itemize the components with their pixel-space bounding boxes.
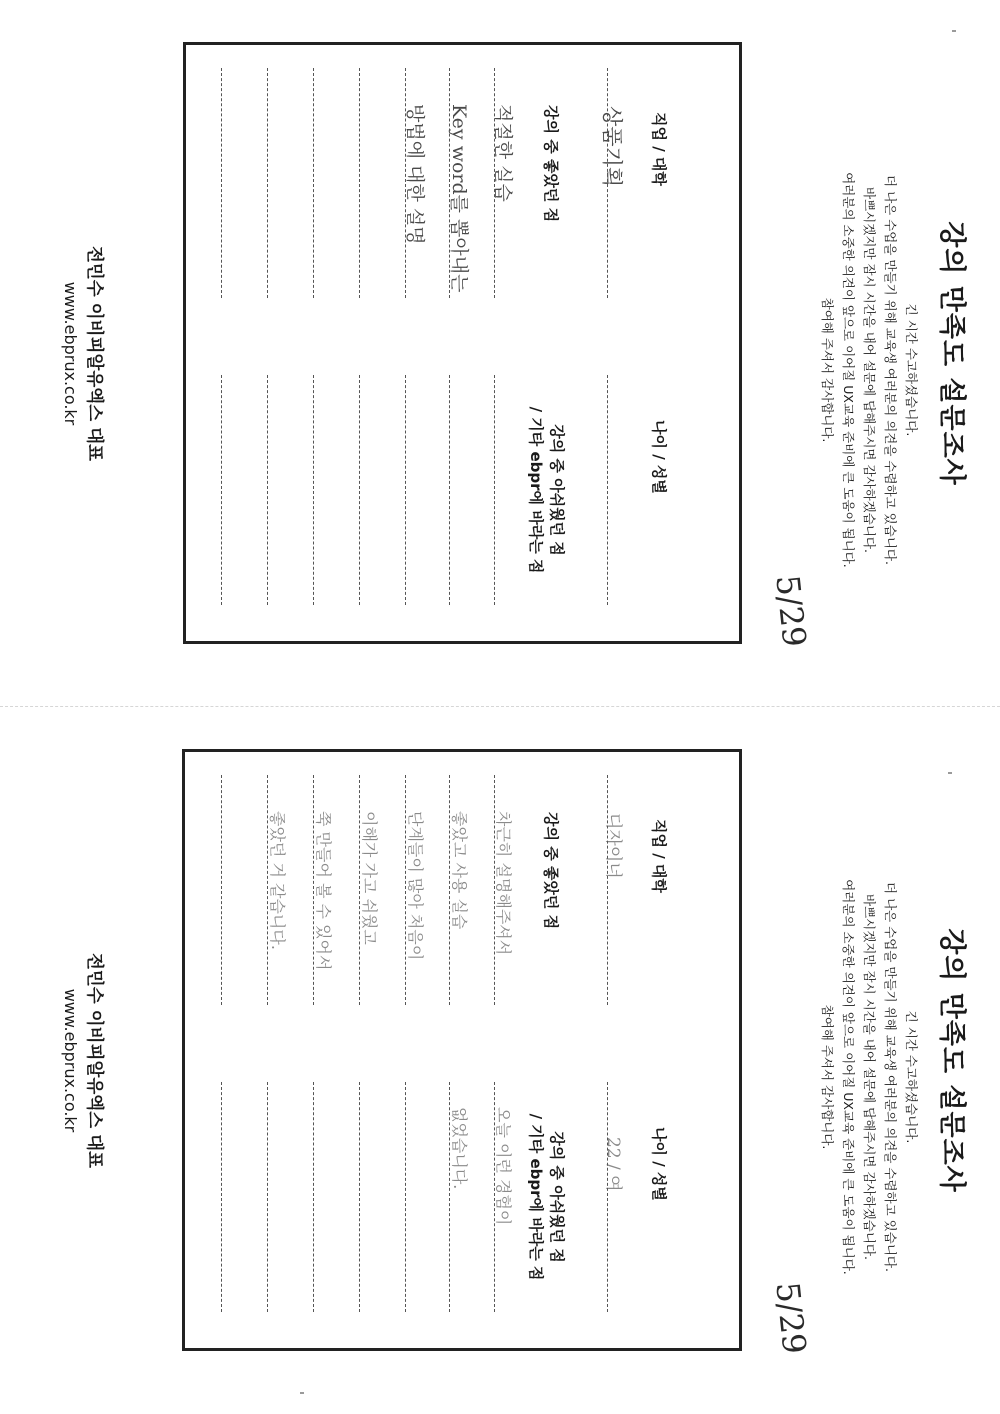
footer-url: www.ebprux.co.kr [61,988,80,1133]
answer-line [359,68,360,298]
answer-line [449,775,450,1005]
survey-title: 강의 만족도 설문조사 [936,221,967,486]
intro-line: 참여해 주셔서 감사합니다. [820,297,835,443]
job-answer: 상품기획 [600,106,624,188]
answer-line [607,375,608,605]
bad-points-answer: 없었습니다. [450,1107,469,1190]
answer-line [221,375,222,605]
intro-line: 더 나은 수업을 만들기 위해 교육생 여러분의 의견을 수렴하고 있습니다. [883,882,898,1272]
footer-company: 전민수 이비피알유엑스 대표 [84,952,104,1169]
footer-company: 전민수 이비피알유엑스 대표 [84,245,104,462]
answer-line [494,375,495,605]
answer-line [607,68,608,298]
answer-line [405,68,406,298]
bad-points-label [526,360,568,620]
answer-line [313,375,314,605]
answer-line [313,775,314,1005]
bad-points-answer: 오늘 이런 경험이 [494,1107,513,1226]
intro-line: 참여해 주셔서 감사합니다. [820,1004,835,1150]
age-gender-label: 나이 / 성별 [650,420,668,494]
bad-points-label-line2: / 기타 ebpr에 바라는 점 [527,406,545,574]
answer-line [221,68,222,298]
answer-line [267,375,268,605]
answer-line [449,375,450,605]
survey-title: 강의 만족도 설문조사 [936,928,967,1193]
footer-url: www.ebprux.co.kr [61,281,80,426]
answer-line [267,68,268,298]
good-points-answer: 쭉 만들어 볼 수 있어서 [314,811,333,971]
job-answer: 디자이너 [603,813,623,879]
survey-sheet-2 [61,707,1000,1414]
intro-line: 바쁘시겠지만 잠시 시간을 내어 설문에 답해주시면 감사하겠습니다. [862,187,877,553]
answer-line [494,68,495,298]
good-points-label: 강의 중 좋았던 점 [542,105,560,223]
intro-line: 더 나은 수업을 만들기 위해 교육생 여러분의 의견을 수렴하고 있습니다. [883,175,898,565]
answer-line [359,775,360,1005]
answer-line [221,1082,222,1312]
scan-speck [300,1392,304,1394]
answer-line [607,1082,608,1312]
good-points-answer: 좋았고 사용 실습 [450,811,469,930]
answer-line [449,1082,450,1312]
job-label: 직업 / 대학 [650,819,668,893]
good-points-answer: 이해가 가고 쉬웠고 [360,811,379,945]
good-points-answer: 방법에 대한 설명 [404,104,426,245]
answer-line [267,775,268,1005]
answer-line [313,68,314,298]
good-points-answer: 단계들이 많아 처음이 [406,811,425,961]
intro-line: 긴 시간 수고하셨습니다. [904,1010,919,1144]
answer-line [494,1082,495,1312]
intro-line: 바쁘시겠지만 잠시 시간을 내어 설문에 답해주시면 감사하겠습니다. [862,894,877,1260]
bad-points-label-line1: 강의 중 아쉬웠던 점 [548,424,566,556]
survey-intro [817,60,922,680]
bad-points-label-line1: 강의 중 아쉬웠던 점 [548,1131,566,1263]
good-points-answer: 좋았던 거 같습니다. [268,811,287,950]
answer-line [267,1082,268,1312]
handwritten-date: 5/29 [768,573,814,649]
intro-line: 긴 시간 수고하셨습니다. [904,303,919,437]
answer-line [359,1082,360,1312]
answer-line [405,775,406,1005]
survey-sheet-1 [61,0,1000,707]
answer-line [494,775,495,1005]
answer-line [405,1082,406,1312]
good-points-answer: Key word를 뽑아내는 [448,104,470,293]
answer-line [221,775,222,1005]
good-points-answer: 차근히 설명해주셔서 [494,811,513,956]
answer-line [359,375,360,605]
good-points-answer: 적절한 실습 [492,104,514,202]
answer-line [313,1082,314,1312]
bad-points-label [526,1067,568,1327]
intro-line: 여러분의 소중한 의견이 앞으로 이어질 UX교육 준비에 큰 도움이 됩니다. [841,172,856,568]
answer-line [607,775,608,1005]
answer-line [449,68,450,298]
bad-points-label-line2: / 기타 ebpr에 바라는 점 [527,1113,545,1281]
age-gender-label: 나이 / 성별 [650,1127,668,1201]
age-gender-answer: 22 / 여 [603,1137,623,1192]
survey-intro [817,767,922,1387]
answer-line [405,375,406,605]
handwritten-date: 5/29 [768,1280,814,1356]
job-label: 직업 / 대학 [650,112,668,186]
intro-line: 여러분의 소중한 의견이 앞으로 이어질 UX교육 준비에 큰 도움이 됩니다. [841,879,856,1275]
good-points-label: 강의 중 좋았던 점 [542,812,560,930]
